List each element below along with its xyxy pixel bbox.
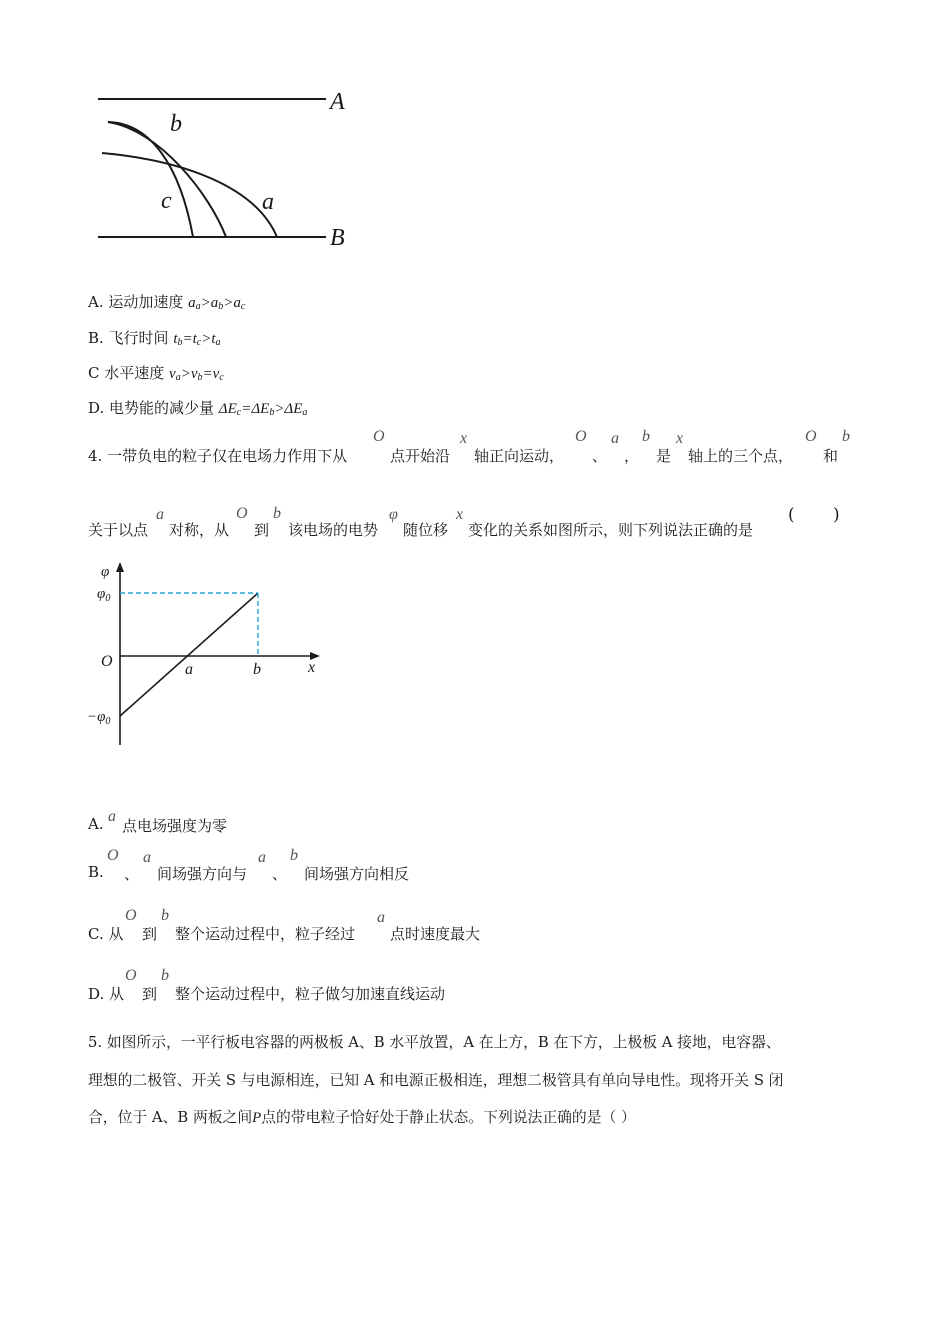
q4-option-c-post2: 点时速度最大: [390, 925, 481, 943]
sym-O: O: [805, 428, 817, 445]
q4-l1-t1: 4. 一带负电的粒子仅在电场力作用下从: [88, 447, 348, 465]
potential-graph: [84, 558, 334, 753]
neg-phi0-label: [87, 709, 110, 727]
sym-x: x: [456, 506, 464, 523]
q4-option-d-pre: D. 从: [88, 985, 125, 1003]
expr: a: [233, 295, 241, 311]
sub: c: [219, 372, 224, 383]
expr: a: [210, 295, 219, 311]
q4-l2-t3: 到: [254, 521, 270, 539]
q4-l1-t6: 是: [656, 447, 672, 465]
phi0-symbol: φ: [97, 586, 106, 602]
q3-option-d-prefix: D. 电势能的减少量: [88, 399, 219, 417]
point-b-label: b: [253, 661, 261, 678]
sym-O: O: [125, 967, 137, 984]
q4-option-b-sep1: 、: [124, 865, 140, 883]
sym-a: a: [156, 506, 164, 523]
expr: t: [211, 331, 216, 347]
expr: =ΔE: [241, 401, 270, 417]
q3-option-a: [88, 291, 245, 312]
label-B: B: [330, 225, 345, 251]
q4-option-b-post: 间场强方向相反: [304, 865, 410, 883]
q4-l1-t3: 轴正向运动，: [474, 447, 565, 465]
q4-paren-close: ): [833, 505, 840, 525]
sub: a: [175, 372, 181, 383]
sym-a: a: [143, 849, 151, 866]
q4-l1-t8: 和: [823, 447, 839, 465]
expr: ΔE: [218, 401, 237, 417]
phi0-label: [97, 586, 110, 604]
q5-line-3-post: 点的带电粒子恰好处于静止状态。下列说法正确的是（ ）: [261, 1109, 636, 1126]
potential-line: [120, 593, 258, 716]
q4-l2-t2: 对称，从: [169, 521, 230, 539]
trajectory-b: [108, 122, 226, 237]
q4-l2-t5: 随位移: [403, 521, 449, 539]
expr: >: [200, 295, 211, 311]
sym-a: a: [611, 430, 619, 447]
sub: b: [177, 337, 183, 348]
q5-line-3: [88, 1106, 636, 1127]
sym-O: O: [575, 428, 587, 445]
label-A: A: [330, 89, 345, 115]
sub: c: [196, 337, 202, 348]
sub: a: [215, 337, 221, 348]
q4-option-c-post: 整个运动过程中，粒子经过: [175, 925, 356, 943]
label-c: c: [161, 188, 172, 214]
label-b: b: [170, 111, 182, 137]
sym-a: a: [377, 909, 385, 926]
sym-x: x: [460, 430, 468, 447]
sym-a: a: [108, 808, 116, 825]
q4-option-c-mid: 到: [142, 925, 158, 943]
q4-option-c-pre: C. 从: [88, 925, 124, 943]
q4-l1-t2: 点开始沿: [390, 447, 451, 465]
q5-line-2: 理想的二极管、开关 S 与电源相连，已知 A 和电源正极相连，理想二极管具有单向导电性。现将开关 S 闭: [88, 1072, 784, 1089]
q4-l1-t7: 轴上的三个点，: [688, 447, 794, 465]
sym-b: b: [273, 505, 281, 522]
expr: v: [169, 366, 176, 382]
neg-phi0-symbol: −φ: [87, 709, 106, 725]
q4-l2-t6: 变化的关系如图所示，则下列说法正确的是: [468, 521, 754, 539]
sym-O: O: [236, 505, 248, 522]
sym-b: b: [842, 428, 850, 445]
phi0-sub: 0: [105, 593, 111, 604]
trajectory-figure: [90, 85, 360, 255]
q4-option-b-sep2: 、: [272, 865, 288, 883]
expr: v: [190, 366, 198, 382]
sub: b: [218, 301, 224, 312]
q4-l1-t5: ，: [624, 447, 640, 465]
sym-b: b: [290, 847, 298, 864]
q4-l1-t4: 、: [592, 447, 608, 465]
sym-O: O: [107, 847, 119, 864]
expr: t: [173, 331, 178, 347]
q3-option-b-prefix: B. 飞行时间: [88, 329, 174, 347]
sub: c: [240, 301, 246, 312]
q4-option-a-pre: A.: [88, 815, 104, 833]
q4-option-d-mid: 到: [142, 985, 158, 1003]
origin-label: O: [101, 653, 113, 670]
q4-option-a-post: 点电场强度为零: [122, 817, 228, 835]
y-axis-arrow: [116, 562, 124, 572]
q4-option-d-post: 整个运动过程中，粒子做匀加速直线运动: [175, 985, 446, 1003]
expr: =: [182, 331, 193, 347]
sym-b: b: [642, 428, 650, 445]
q3-option-d: [88, 397, 307, 418]
expr: =: [202, 366, 213, 382]
expr: >: [180, 366, 191, 382]
q4-option-b-pre: B.: [88, 863, 104, 881]
sub: c: [236, 407, 242, 418]
sym-O: O: [125, 907, 137, 924]
q3-option-b: [88, 327, 221, 348]
expr: v: [212, 366, 220, 382]
q3-option-c: [88, 362, 224, 383]
q4-paren-open: (: [788, 505, 795, 525]
sub: a: [302, 407, 308, 418]
expr: >: [201, 331, 212, 347]
x-axis-label: x: [308, 659, 316, 676]
expr: t: [192, 331, 197, 347]
point-p: P: [252, 1110, 262, 1126]
q3-option-a-prefix: A. 运动加速度: [88, 293, 189, 311]
sym-b: b: [161, 967, 169, 984]
sym-a: a: [258, 849, 266, 866]
q5-line-1: 5. 如图所示，一平行板电容器的两极板 A、B 水平放置，A 在上方，B 在下方，上极板 A 接地，电容器、: [88, 1034, 781, 1051]
sub: b: [269, 407, 275, 418]
sub: a: [195, 301, 201, 312]
q3-option-c-prefix: C 水平速度: [88, 364, 170, 382]
expr: >ΔE: [274, 401, 303, 417]
sym-x: x: [676, 430, 684, 447]
q4-l2-t1: 关于以点: [88, 521, 149, 539]
q4-option-b-mid: 间场强方向与: [157, 865, 248, 883]
q5-line-3-pre: 合，位于 A、B 两板之间: [88, 1109, 253, 1126]
q4-l2-t4: 该电场的电势: [288, 521, 379, 539]
sub: b: [197, 372, 203, 383]
point-a-label: a: [185, 661, 193, 678]
sym-O: O: [373, 428, 385, 445]
sym-b: b: [161, 907, 169, 924]
label-a: a: [262, 189, 274, 215]
sym-phi: φ: [389, 506, 398, 523]
y-axis-label: φ: [101, 564, 110, 580]
neg-phi0-sub: 0: [105, 716, 111, 727]
expr: a: [188, 295, 196, 311]
expr: >: [223, 295, 234, 311]
